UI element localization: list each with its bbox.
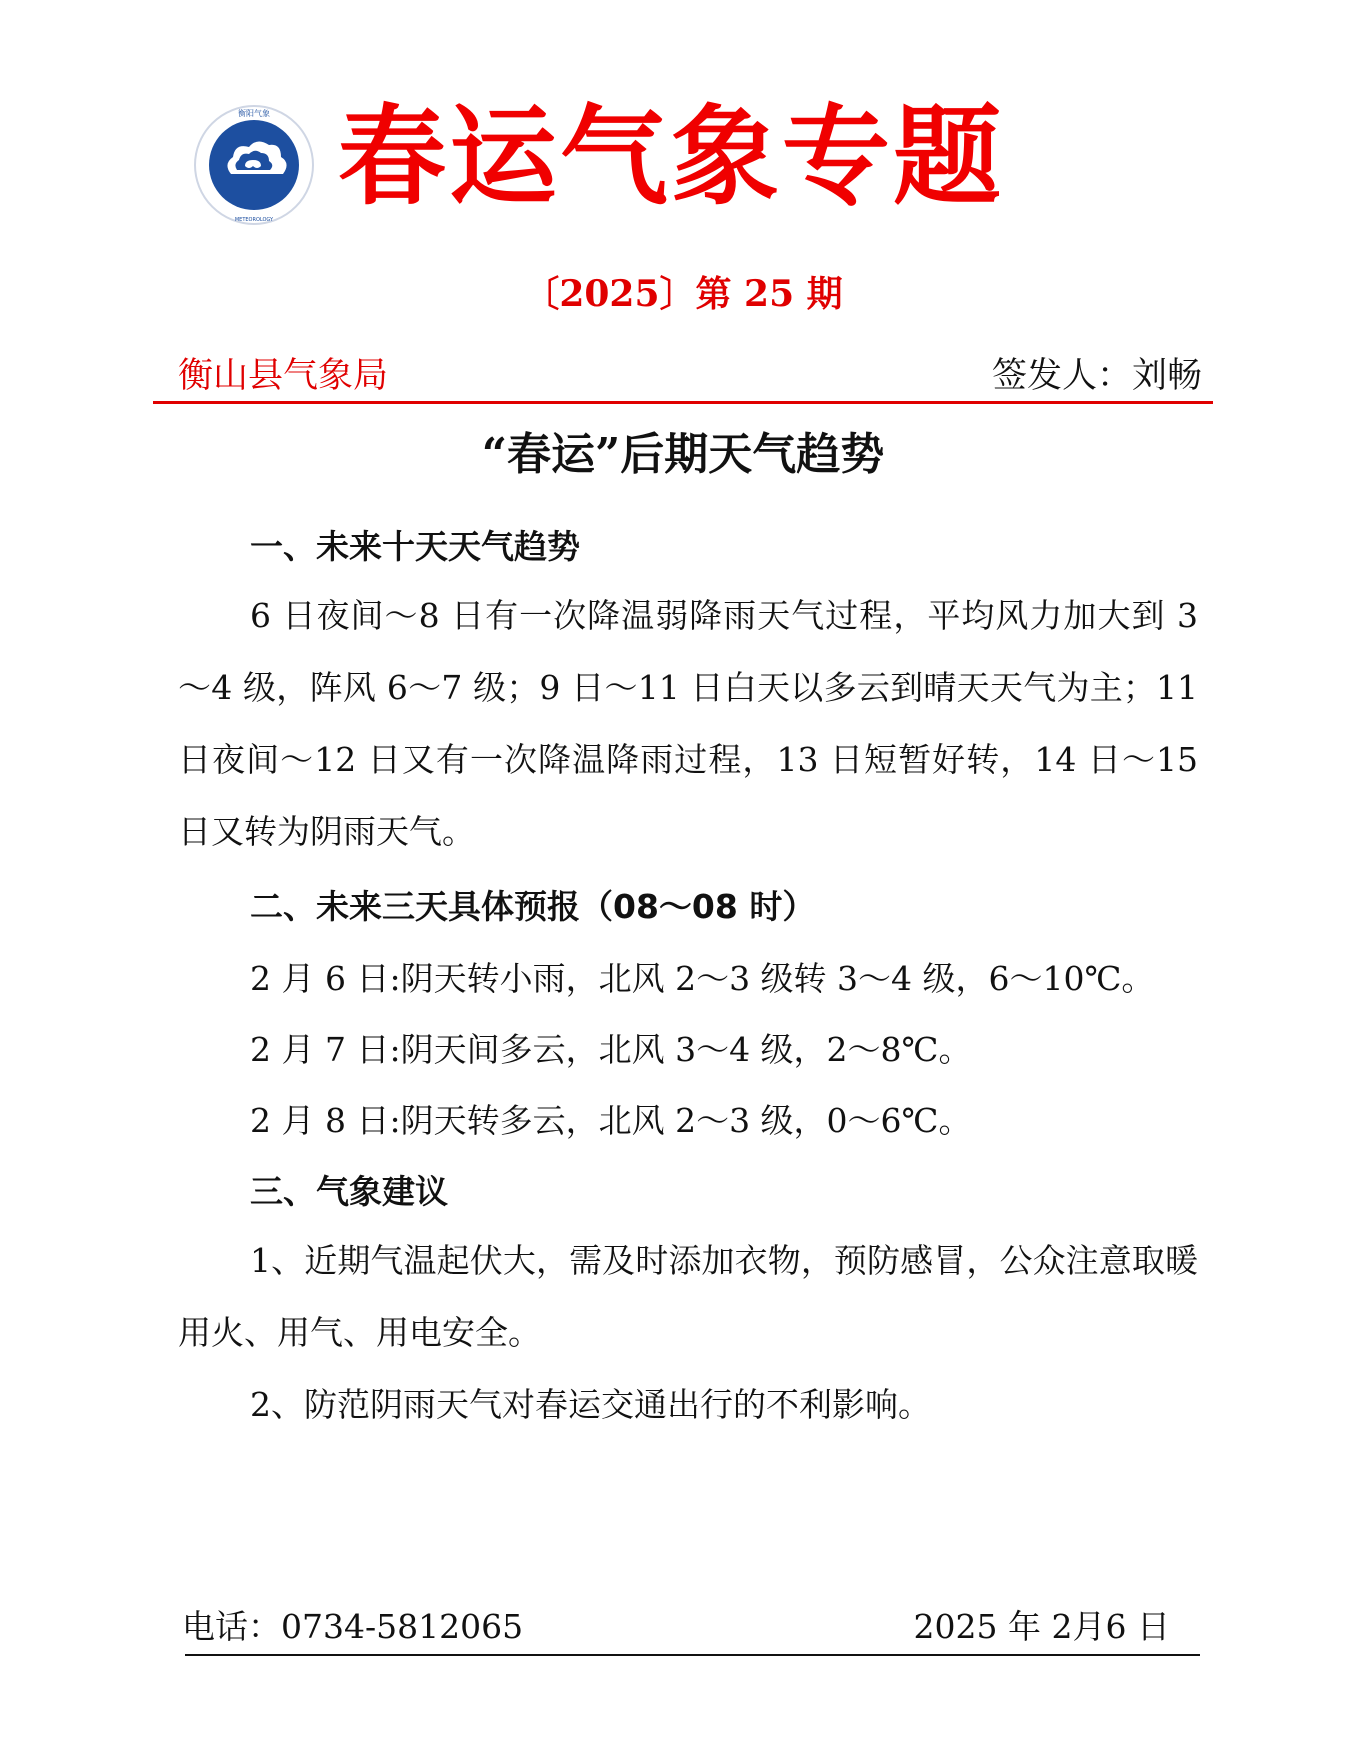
section-3-title: 三、气象建议	[250, 1172, 448, 1211]
advice-item-2: 2、防范阴雨天气对春运交通出行的不利影响。	[250, 1385, 931, 1424]
svg-text:衡阳气象: 衡阳气象	[238, 109, 270, 118]
footer-phone: 电话：0734-5812065	[182, 1607, 524, 1646]
svg-text:METEOROLOGY: METEOROLOGY	[234, 217, 274, 223]
header-divider	[153, 401, 1213, 404]
forecast-day-1: 2 月 6 日:阴天转小雨，北风 2～3 级转 3～4 级，6～10℃。	[250, 959, 1155, 998]
issue-number: 〔2025〕第 25 期	[523, 273, 843, 315]
forecast-day-3: 2 月 8 日:阴天转多云，北风 2～3 级，0～6℃。	[250, 1101, 972, 1140]
footer-date: 2025 年 2月6 日	[913, 1607, 1170, 1646]
meteorology-logo	[193, 104, 315, 226]
advice-item-1: 1、近期气温起伏大，需及时添加衣物，预防感冒，公众注意取暖用火、用气、用电安全。	[178, 1241, 1198, 1352]
section-1-body: 6 日夜间～8 日有一次降温弱降雨天气过程，平均风力加大到 3～4 级，阵风 6～7 级；9 日～11 日白天以多云到晴天天气为主；11 日夜间～12 日又有一次降温降雨过程，13 日短暂好转，14 日～15 日又转为阴雨天气。	[178, 596, 1198, 851]
agency-name: 衡山县气象局	[178, 356, 389, 396]
headline: “春运”后期天气趋势	[481, 429, 885, 480]
signer: 签发人：刘畅	[991, 356, 1202, 396]
forecast-day-2: 2 月 7 日:阴天间多云，北风 3～4 级，2～8℃。	[250, 1030, 972, 1069]
section-2-title: 二、未来三天具体预报（08～08 时）	[250, 887, 816, 926]
section-1-title: 一、未来十天天气趋势	[250, 527, 580, 566]
main-title: 春运气象专题	[338, 95, 1005, 220]
footer-divider	[185, 1654, 1200, 1656]
